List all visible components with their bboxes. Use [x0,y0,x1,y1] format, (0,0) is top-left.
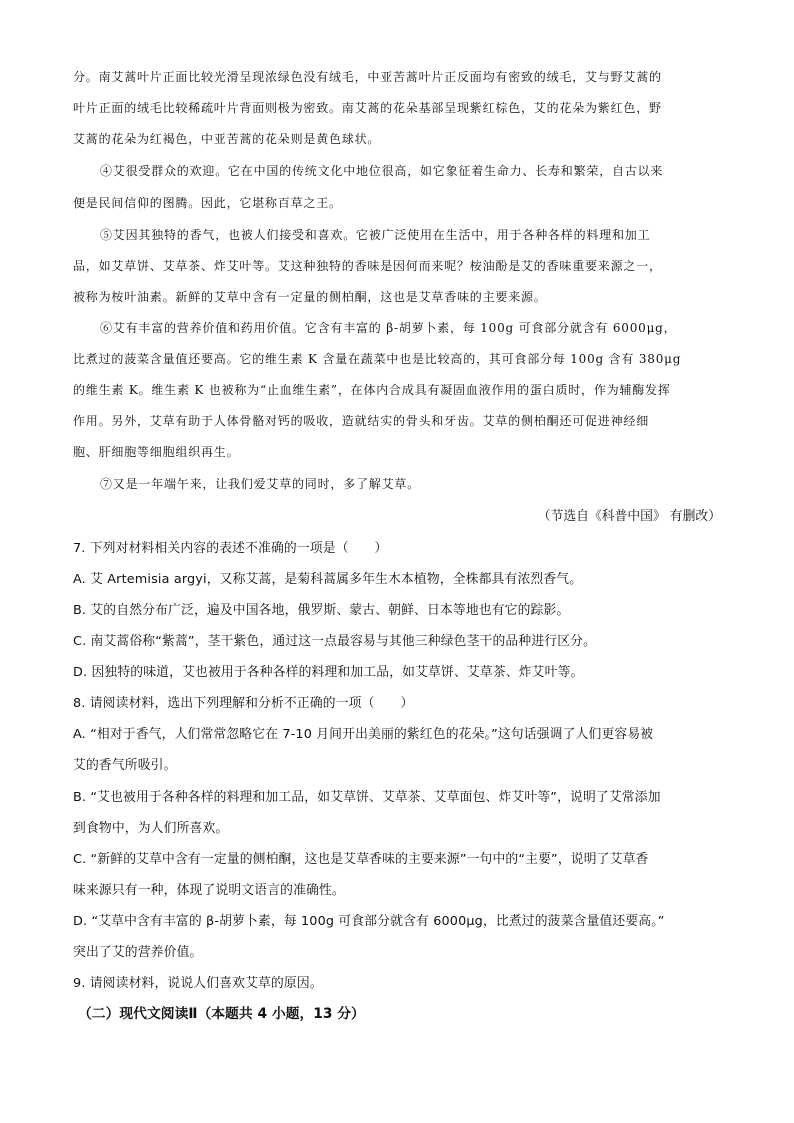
passage-p6-line-4: 作用。另外，艾草有助于人体骨骼对钙的吸收，造就结实的骨头和牙齿。艾草的侧柏酮还可促进神经细 [73,414,650,428]
passage-p3-line-1: 分。南艾蒿叶片正面比较光滑呈现浓绿色没有绒毛，中亚苦蒿叶片正反面均有密致的绒毛，艾与野艾蒿的 [73,70,662,84]
question-8-option-c-line-1: C. “新鲜的艾草中含有一定量的侧柏酮，这也是艾草香味的主要来源”一句中的“主要”，说明了艾草香 [73,852,649,867]
passage-p6-line-2: 比煮过的菠菜含量值还要高。它的维生素 K 含量在蔬菜中也是比较高的，其可食部分每 100g 含有 380μg [73,352,682,366]
question-9-stem: 9. 请阅读材料，说说人们喜欢艾草的原因。 [73,976,323,991]
question-7-option-d: D. 因独特的味道，艾也被用于各种各样的料理和加工品，如艾草饼、艾草茶、炸艾叶等。 [73,665,584,680]
passage-p5-line-3: 被称为桉叶油素。新鲜的艾草中含有一定量的侧柏酮，这也是艾草香味的主要来源。 [73,290,547,304]
passage-p4-line-1: ④艾很受群众的欢迎。它在中国的传统文化中地位很高，如它象征着生命力、长寿和繁荣，自古以来 [100,164,664,178]
passage-p6-line-3: 的维生素 K。维生素 K 也被称为“止血维生素”，在体内合成具有凝固血液作用的蛋白质时，作为辅酶发挥 [73,383,671,397]
passage-p7: ⑦又是一年端午来，让我们爱艾草的同时，多了解艾草。 [100,477,421,491]
passage-p6-line-5: 胞、肝细胞等细胞组织再生。 [73,445,240,459]
source-attribution: （节选自《科普中国》 有删改） [537,509,721,524]
passage-p3-line-3: 艾蒿的花朵为红褐色，中亚苦蒿的花朵则是黄色球状。 [73,132,381,146]
question-8-option-d-line-1: D. “艾草中含有丰富的 β-胡萝卜素，每 100g 可食部分就含有 6000μg，比煮过的菠菜含量值还要高。” [73,914,665,929]
passage-p5-line-2: 品，如艾草饼、艾草茶、炸艾叶等。艾这种独特的香味是因何而来呢？桉油酚是艾的香味重要来源之一， [73,259,662,273]
question-8-option-a-line-2: 艾的香气所吸引。 [73,758,177,773]
question-8-option-b-line-2: 到食物中，为人们所喜欢。 [73,821,229,836]
passage-p6-line-1: ⑥艾有丰富的营养价值和药用价值。它含有丰富的 β-胡萝卜素，每 100g 可食部分就含有 6000μg， [100,321,677,335]
section-heading: （二）现代文阅读Ⅱ（本题共 4 小题，13 分） [78,1006,365,1022]
passage-p5-line-1: ⑤艾因其独特的香气，也被人们接受和喜欢。它被广泛使用在生活中，用于各种各样的料理和加工 [100,228,651,242]
question-7-stem: 7. 下列对材料相关内容的表述不准确的一项是（ ） [73,541,388,556]
question-8-option-a-line-1: A. “相对于香气，人们常常忽略它在 7-10 月间开出美丽的紫红色的花朵。”这句话强调了人们更容易被 [73,727,654,742]
question-8-option-b-line-1: B. “艾也被用于各种各样的料理和加工品，如艾草饼、艾草茶、艾草面包、炸艾叶等”，说明了艾常添加 [73,790,661,805]
passage-p4-line-2: 便是民间信仰的图腾。因此，它堪称百草之王。 [73,196,342,210]
question-7-option-c: C. 南艾蒿俗称“紫蒿”，茎干紫色，通过这一点最容易与其他三种绿色茎干的品种进行区分。 [73,634,597,649]
question-8-option-d-line-2: 突出了艾的营养价值。 [73,945,203,960]
question-8-stem: 8. 请阅读材料，选出下列理解和分析不正确的一项（ ） [73,696,414,711]
question-7-option-b: B. 艾的自然分布广泛，遍及中国各地，俄罗斯、蒙古、朝鲜、日本等地也有它的踪影。 [73,603,570,618]
question-8-option-c-line-2: 味来源只有一种，体现了说明文语言的准确性。 [73,883,345,898]
question-7-option-a: A. 艾 Artemisia argyi，又称艾蒿，是菊科蒿属多年生木本植物，全株都具有浓烈香气。 [73,572,583,587]
passage-p3-line-2: 叶片正面的绒毛比较稀疏叶片背面则极为密致。南艾蒿的花朵基部呈现紫红棕色，艾的花朵为紫红色，野 [73,101,662,115]
